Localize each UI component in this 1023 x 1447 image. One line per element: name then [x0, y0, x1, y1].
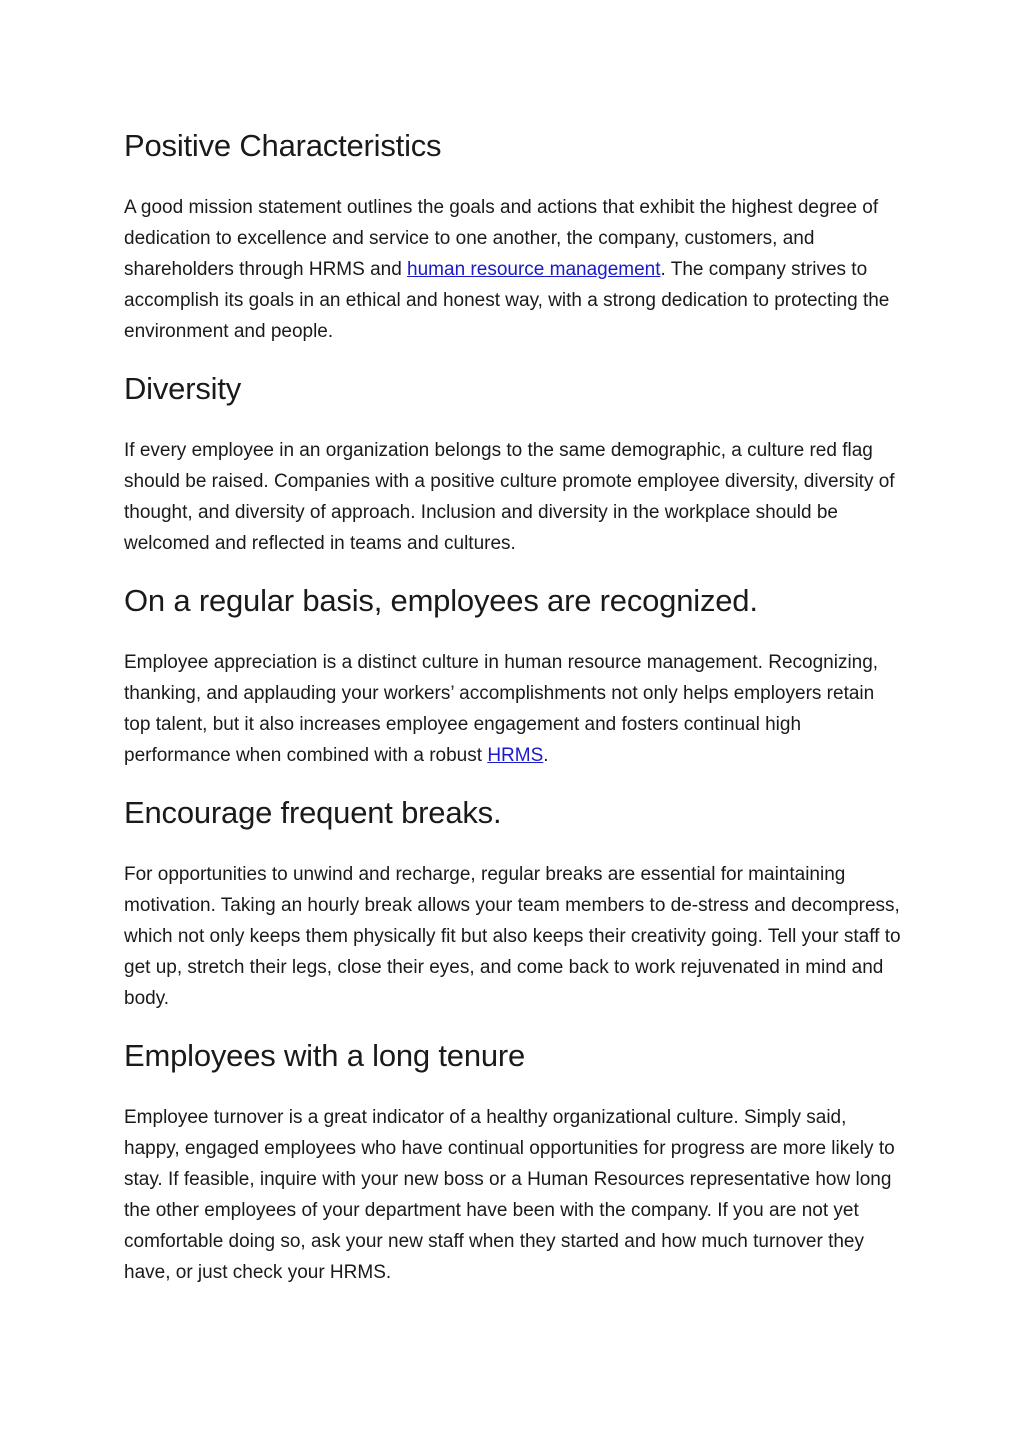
section-heading: Employees with a long tenure — [124, 1038, 526, 1073]
body-text: Employee appreciation is a distinct culture in human resource management. Recognizing, thanking, and applauding your workers’ accomplishments not only helps employers retain top talent, but it also increases employee engagement and fosters continual high performance when combined with a robust — [124, 652, 879, 766]
section-frequent-breaks — [124, 793, 913, 1014]
body-text: . The company strives to accomplish its goals in an ethical and honest way, with a strong dedication to protecting the environment and people. — [124, 259, 890, 342]
section-heading: Diversity — [124, 371, 242, 406]
human-resource-management-link[interactable]: human resource management — [407, 259, 661, 280]
section-body: Employee turnover is a great indicator of a healthy organizational culture. Simply said, happy, engaged employees who have continual opportunities for progress are more likely to stay. If feasible, inquire with your new boss or a Human Resources representative how long the other employees of your department have been with the company. If you are not yet comfortable doing so, ask your new staff when they started and how much turnover they have, or just check your HRMS. — [124, 1107, 895, 1283]
section-heading: On a regular basis, employees are recognized. — [124, 583, 758, 618]
section-body — [124, 192, 904, 347]
section-heading: Encourage frequent breaks. — [124, 795, 502, 830]
hrms-link[interactable]: HRMS — [487, 745, 544, 766]
section-body: If every employee in an organization belongs to the same demographic, a culture red flag should be raised. Companies with a positive culture promote employee diversity, diversity of thought, and diversity of approach. Inclusion and diversity in the workplace should be welcomed and reflected in teams and cultures. — [124, 440, 895, 554]
body-text: . — [543, 745, 549, 766]
section-body — [124, 647, 904, 771]
section-heading: Positive Characteristics — [124, 128, 442, 163]
section-diversity — [124, 369, 913, 559]
section-long-tenure — [124, 1036, 913, 1288]
section-body: For opportunities to unwind and recharge, regular breaks are essential for maintaining motivation. Taking an hourly break allows your team members to de-stress and decompress, which not only keeps them physically fit but also keeps their creativity going. Tell your staff to get up, stretch their legs, close their eyes, and come back to work rejuvenated in mind and body. — [124, 864, 901, 1009]
section-positive-characteristics — [124, 126, 913, 347]
section-employee-recognition — [124, 581, 913, 771]
body-text: A good mission statement outlines the goals and actions that exhibit the highest degree of dedication to excellence and service to one another, the company, customers, and shareholders through HRMS and — [124, 197, 879, 280]
